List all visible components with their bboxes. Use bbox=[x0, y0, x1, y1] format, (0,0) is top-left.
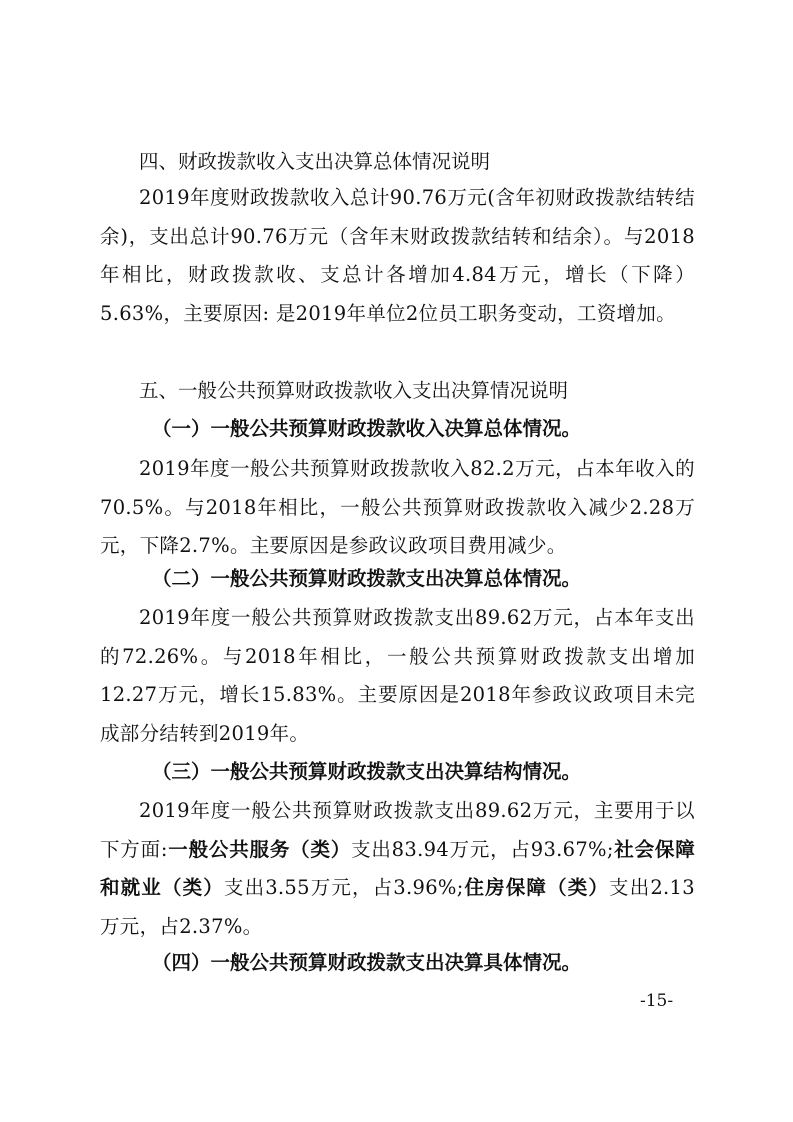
section-5 bbox=[100, 376, 695, 406]
category-social-security-amount: 支出3.55万元，占3.96%; bbox=[223, 876, 464, 899]
category-general-public-services-amount: 支出83.94万元，占93.67%; bbox=[351, 837, 614, 861]
subsection-3 bbox=[100, 757, 695, 787]
subsection-3-paragraph bbox=[100, 792, 695, 946]
subsection-1 bbox=[100, 414, 695, 444]
section-4 bbox=[100, 147, 695, 177]
section-4-paragraph: 2019年度财政拨款收入总计90.76万元(含年初财政拨款结转结余)，支出总计90.76万元（含年末财政拨款结转和结余）。与2018年相比，财政拨款收、支总计各增加4.84万元，增长（下降）5.63%，主要原因: 是2019年单位2位员工职务变动，工资增加。 bbox=[100, 186, 695, 325]
section-4-body bbox=[100, 179, 695, 333]
subsection-1-heading: （一）一般公共预算财政拨款收入决算总体情况。 bbox=[152, 417, 582, 440]
subsection-3-heading: （三）一般公共预算财政拨款支出决算结构情况。 bbox=[152, 760, 582, 783]
page-number: -15- bbox=[640, 991, 674, 1011]
section-4-heading: 四、财政拨款收入支出决算总体情况说明 bbox=[139, 150, 491, 173]
subsection-3-body bbox=[100, 792, 695, 946]
subsection-2 bbox=[100, 564, 695, 594]
category-housing: 住房保障（类） bbox=[463, 876, 610, 899]
subsection-4-heading: （四）一般公共预算财政拨款支出决算具体情况。 bbox=[152, 951, 582, 974]
subsection-1-paragraph: 2019年度一般公共预算财政拨款收入82.2万元，占本年收入的70.5%。与2018年相比，一般公共预算财政拨款收入减少2.28万元，下降2.7%。主要原因是参政议政项目费用减少。 bbox=[100, 457, 695, 557]
category-housing-amount: 支出2.13万元，占2.37%。 bbox=[100, 876, 695, 938]
subsection-2-body bbox=[100, 599, 695, 753]
subsection-4 bbox=[100, 948, 695, 978]
category-social-security: 社会保障和就业（类） bbox=[100, 837, 695, 899]
subsection-2-paragraph: 2019年度一般公共预算财政拨款支出89.62万元，占本年支出的72.26%。与2018年相比，一般公共预算财政拨款支出增加12.27万元，增长15.83%。主要原因是2018年参政议政项目未完成部分结转到2019年。 bbox=[100, 606, 695, 745]
category-general-public-services: 一般公共服务（类） bbox=[167, 837, 352, 861]
subsection-3-intro: 2019年度一般公共预算财政拨款支出89.62万元，主要用于以下方面: bbox=[100, 799, 695, 861]
section-5-heading: 五、一般公共预算财政拨款收入支出决算情况说明 bbox=[139, 379, 569, 402]
subsection-1-body bbox=[100, 450, 695, 566]
subsection-2-heading: （二）一般公共预算财政拨款支出决算总体情况。 bbox=[152, 567, 582, 590]
